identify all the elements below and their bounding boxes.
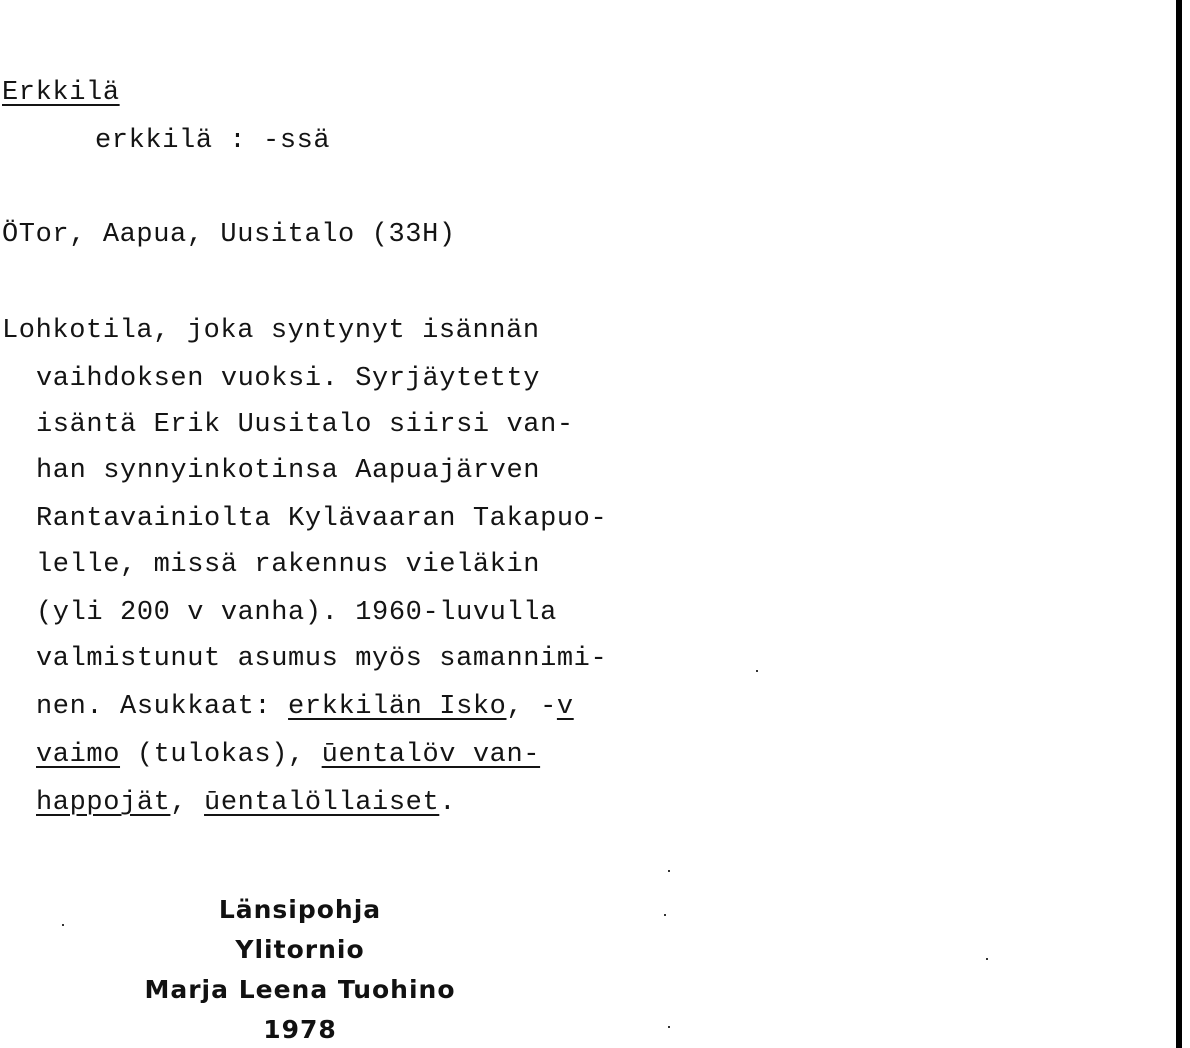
body-line-8: valmistunut asumus myös samannimi-	[36, 644, 608, 674]
stamp-collector: Marja Leena Tuohino	[144, 975, 456, 1004]
stamp-region: Länsipohja	[218, 895, 382, 924]
pronunciation: erkkilä : -ssä	[95, 126, 331, 156]
scan-speck	[668, 1026, 670, 1028]
body-line-2: vaihdoksen vuoksi. Syrjäytetty	[36, 364, 541, 394]
scan-speck	[664, 914, 666, 916]
scan-speck	[756, 670, 758, 672]
card-edge-line	[1176, 0, 1182, 1048]
body-line-1: Lohkotila, joka syntynyt isännän	[2, 316, 540, 346]
headword: Erkkilä	[2, 78, 120, 108]
residents-line-3: happojät, ūentalöllaiset.	[36, 788, 457, 818]
residents-line-2: vaimo (tulokas), ūentalöv van-	[36, 740, 541, 770]
body-line-6: lelle, missä rakennus vieläkin	[36, 550, 541, 580]
stamp-parish: Ylitornio	[235, 935, 365, 964]
location-line: ÖTor, Aapua, Uusitalo (33H)	[2, 220, 456, 250]
scan-speck	[986, 958, 988, 960]
body-line-3: isäntä Erik Uusitalo siirsi van-	[36, 410, 574, 440]
stamp-year: 1978	[263, 1015, 337, 1044]
scan-speck	[62, 924, 64, 926]
body-line-5: Rantavainiolta Kylävaaran Takapuo-	[36, 504, 608, 534]
scan-speck	[668, 870, 670, 872]
body-line-4: han synnyinkotinsa Aapuajärven	[36, 456, 541, 486]
residents-line-1: nen. Asukkaat: erkkilän Isko, -v	[36, 692, 574, 722]
body-line-7: (yli 200 v vanha). 1960-luvulla	[36, 598, 557, 628]
